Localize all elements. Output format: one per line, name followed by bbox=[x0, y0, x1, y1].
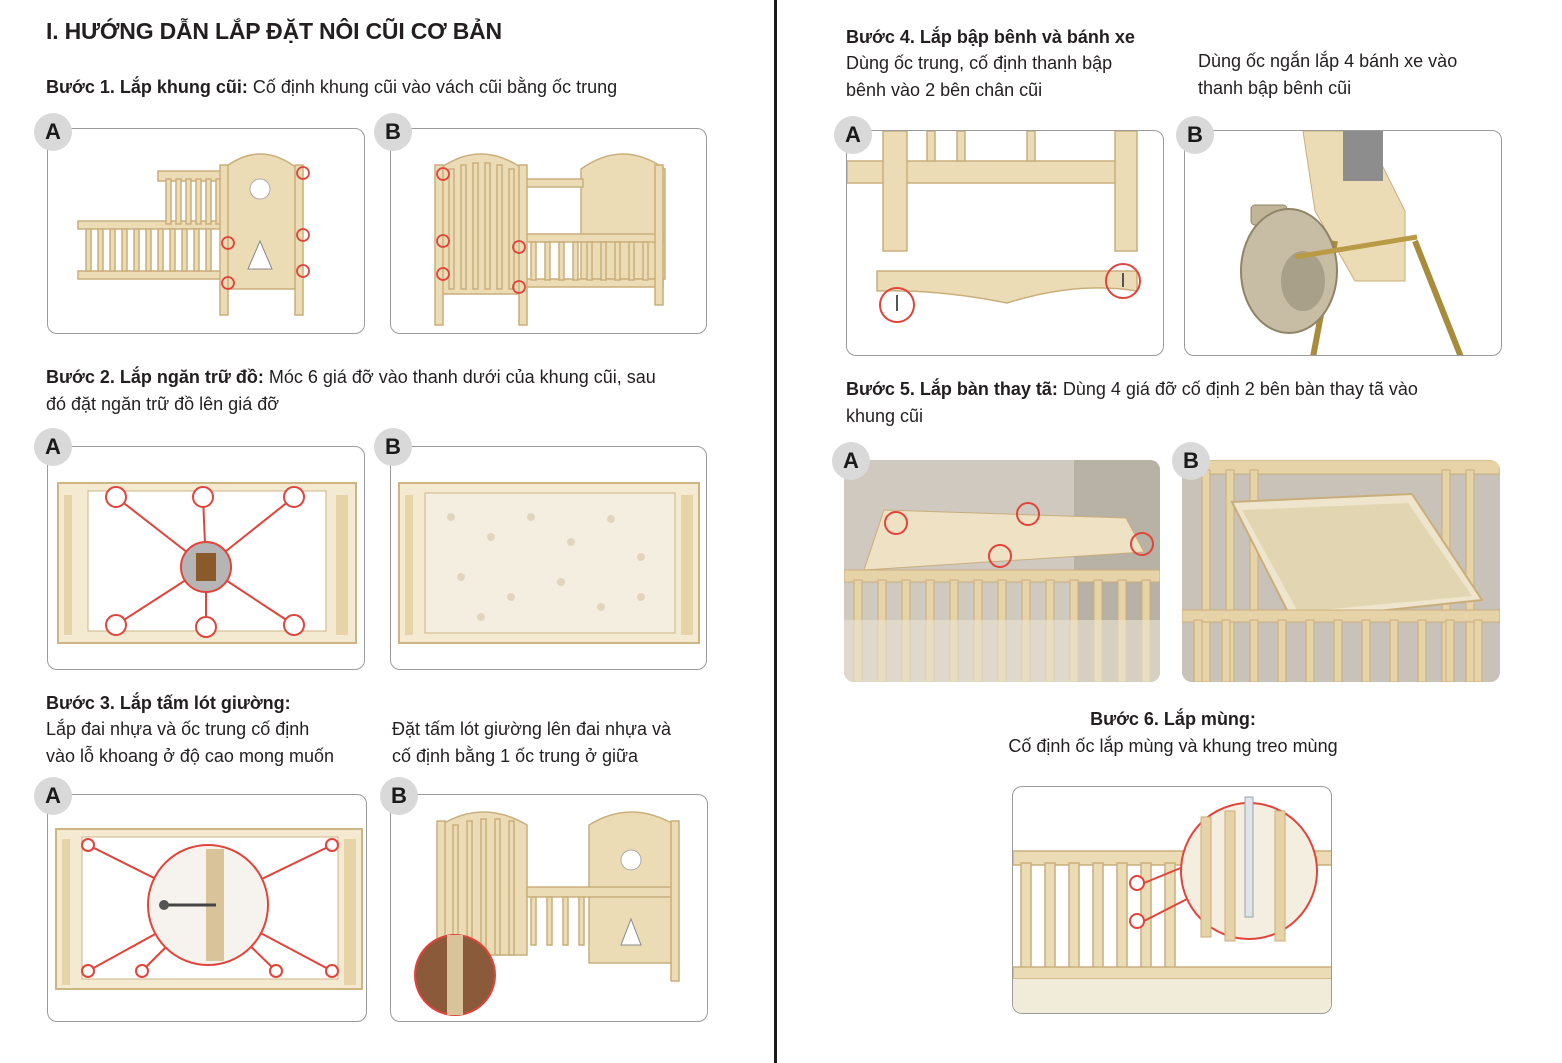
step2-label: Bước 2. Lắp ngăn trữ đồ: bbox=[46, 367, 264, 387]
step4-a-line1: Dùng ốc trung, cố định thanh bập bbox=[846, 53, 1113, 73]
step1-badge-b: B bbox=[374, 113, 412, 151]
storage-shelf-illustration bbox=[48, 447, 365, 670]
step1-text: Cố định khung cũi vào vách cũi bằng ốc trung bbox=[247, 77, 618, 97]
step2-caption bbox=[46, 364, 656, 418]
step5-label: Bước 5. Lắp bàn thay tã: bbox=[846, 379, 1058, 399]
step5-caption bbox=[846, 376, 1500, 430]
step3-badge-b: B bbox=[380, 777, 418, 815]
step3-a-caption bbox=[46, 716, 334, 770]
step3-caption bbox=[46, 690, 291, 717]
step2-badge-b: B bbox=[374, 428, 412, 466]
step4-image-b bbox=[1184, 130, 1502, 356]
page-title: I. HƯỚNG DẪN LẮP ĐẶT NÔI CŨI CƠ BẢN bbox=[46, 18, 502, 44]
rocker-illustration bbox=[847, 131, 1164, 356]
step4-image-a bbox=[846, 130, 1164, 356]
step3-badge-a: A bbox=[34, 777, 72, 815]
changing-table-photo-b bbox=[1182, 460, 1500, 682]
net-pole-icon bbox=[1245, 797, 1253, 917]
step3-label: Bước 3. Lắp tấm lót giường: bbox=[46, 693, 291, 713]
crib-frame-side-illustration bbox=[391, 129, 707, 334]
step1-caption bbox=[46, 74, 617, 101]
hook-icon bbox=[196, 553, 216, 581]
step6-text: Cố định ốc lắp mùng và khung treo mùng bbox=[1008, 736, 1338, 756]
step2-badge-a: A bbox=[34, 428, 72, 466]
step4-label: Bước 4. Lắp bập bênh và bánh xe bbox=[846, 27, 1135, 47]
crib-frame-illustration bbox=[48, 129, 365, 334]
step4-badge-b: B bbox=[1176, 116, 1214, 154]
step5-image-a bbox=[844, 460, 1160, 682]
step2-text2: đó đặt ngăn trữ đồ lên giá đỡ bbox=[46, 394, 280, 414]
step5-badge-a: A bbox=[832, 442, 870, 480]
step1-label: Bước 1. Lắp khung cũi: bbox=[46, 77, 248, 97]
step5-image-b bbox=[1182, 460, 1500, 682]
step4-b-line2: thanh bập bênh cũi bbox=[1198, 78, 1352, 98]
step4-b-caption bbox=[1198, 48, 1457, 102]
step6-image bbox=[1012, 786, 1332, 1014]
step1-badge-a: A bbox=[34, 113, 72, 151]
step4-a-line2: bênh vào 2 bên chân cũi bbox=[846, 80, 1043, 100]
storage-shelf-placed-illustration bbox=[391, 447, 707, 670]
mosquito-net-illustration bbox=[1013, 787, 1332, 1014]
step3-image-b bbox=[390, 794, 708, 1022]
step5-text2: khung cũi bbox=[846, 406, 924, 426]
step3-a-line1: Lắp đai nhựa và ốc trung cố định bbox=[46, 719, 310, 739]
step3-image-a bbox=[47, 794, 367, 1022]
mattress-base-illustration bbox=[48, 795, 367, 1022]
step5-badge-b: B bbox=[1172, 442, 1210, 480]
step4-b-line1: Dùng ốc ngắn lắp 4 bánh xe vào bbox=[1198, 51, 1458, 71]
step6-caption bbox=[846, 706, 1500, 760]
page-divider bbox=[774, 0, 777, 1063]
step2-image-a bbox=[47, 446, 365, 670]
step6-label: Bước 6. Lắp mùng: bbox=[1090, 709, 1256, 729]
step2-text: Móc 6 giá đỡ vào thanh dưới của khung cũi, sau bbox=[263, 367, 656, 387]
step3-b-line1: Đặt tấm lót giường lên đai nhựa và bbox=[392, 719, 672, 739]
step3-b-caption bbox=[392, 716, 671, 770]
step4-caption bbox=[846, 24, 1135, 51]
mattress-placed-illustration bbox=[391, 795, 708, 1022]
step5-text: Dùng 4 giá đỡ cố định 2 bên bàn thay tã vào bbox=[1057, 379, 1418, 399]
step3-b-line2: cố định bằng 1 ốc trung ở giữa bbox=[392, 746, 639, 766]
step3-a-line2: vào lỗ khoang ở độ cao mong muốn bbox=[46, 746, 334, 766]
wheel-illustration bbox=[1185, 131, 1502, 356]
step4-a-caption bbox=[846, 50, 1112, 104]
step4-badge-a: A bbox=[834, 116, 872, 154]
step1-image-a bbox=[47, 128, 365, 334]
changing-table-photo-a bbox=[844, 460, 1160, 682]
step1-image-b bbox=[390, 128, 707, 334]
step2-image-b bbox=[390, 446, 707, 670]
brand-badge-icon bbox=[250, 179, 270, 199]
